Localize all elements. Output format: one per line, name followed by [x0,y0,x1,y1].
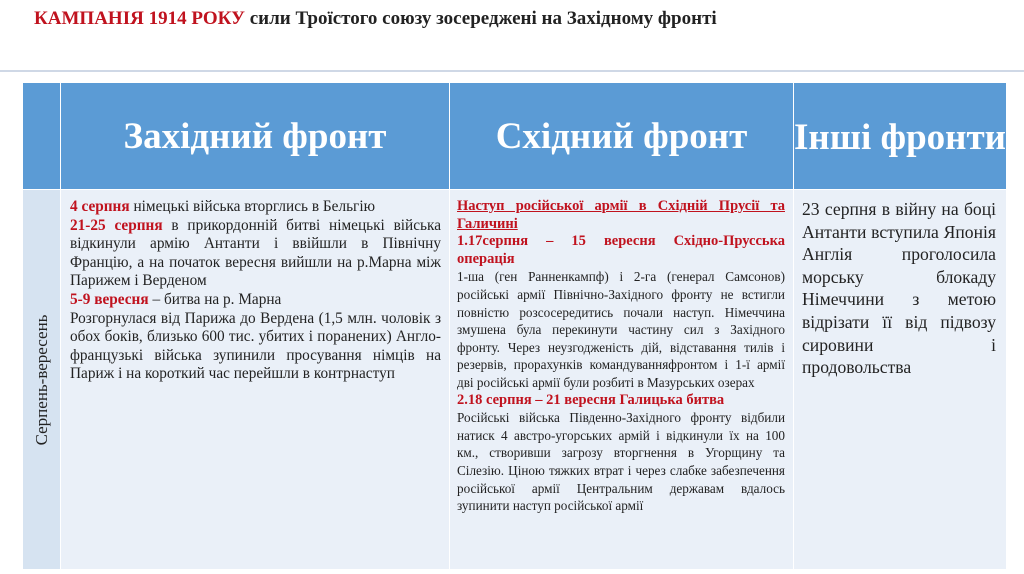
western-event [70,198,441,217]
table-row [23,190,1007,570]
title-rest: сили Троїстого союзу зосереджені на Західному фронті [244,8,717,29]
western-event [70,217,441,291]
event-text: в прикордонній битві німецькі війська відкинули армію Антанти і ввійшли в Північну Францію, а на початок вересня вийшли на р.Марна між Парижем і Верденом [70,216,441,290]
divider [0,70,1024,72]
operation-text: 1-ша (ген Ранненкампф) і 2-га (генерал Самсонов) російські армії Північно-Західного фронту не встигли повністю розсосередитись почали наступ. Німеччина змушена була перекинути частину сил з Західного фронту. Через неузгодженість дій, відставання тилів і резервів, прорахунків командуванняфронтом і 1-ї армії дві російські армії були розбиті в Мазурських озерах [457,269,785,390]
header-other-fronts: Інші фронти [794,83,1007,190]
other-fronts-cell [794,190,1007,570]
campaign-table [22,82,1007,570]
event-date: 21-25 серпня [70,216,163,234]
event-date: 5-9 вересня [70,290,149,308]
other-fronts-text: 23 серпня в війну на боці Антанти вступила Японія Англія проголосила морську блокаду Німеччини з метою відрізати її від підвозу сировини і продовольства [802,199,996,378]
event-text: Розгорнулася від Парижа до Вердена (1,5 млн. чоловік з обох боків, близько 600 тис. убитих і поранених) Англо-французькі війська зупинили просування німців на Париж і на короткий час перейшли в контрнаступ [70,309,441,383]
header-eastern-front: Східний фронт [450,83,794,190]
eastern-front-cell [450,190,794,570]
period-label: Серпень-вересень [31,314,51,445]
page-title [34,6,934,31]
eastern-heading: Наступ російської армії в Східній Прусії та Галичині [457,198,785,232]
operation-title: 1.17серпня – 15 вересня Східно-Прусська операція [457,233,785,267]
period-cell [23,190,61,570]
event-text: – битва на р. Марна [148,290,282,308]
header-corner-cell [23,83,61,190]
operation-text: Російські війська Південно-Західного фронту відбили натиск 4 австро-угорських армій і відкинули їх на 100 км., створивши загрозу вторгнення в Угорщину та Сілезію. Ціною тяжких втрат і через слабке забезпечення російської армії Центральним державам вдалось зупинити наступ російської армії [457,410,785,514]
western-front-cell [61,190,450,570]
western-event [70,291,441,310]
operation-title: 2.18 серпня – 21 вересня Галицька битва [457,391,725,408]
title-accent: КАМПАНІЯ 1914 РОКУ [34,8,245,29]
header-western-front: Західний фронт [61,83,450,190]
event-date: 4 серпня [70,198,130,215]
event-text: німецькі війська вторглись в Бельгію [129,198,376,215]
western-event [70,310,441,384]
table-header-row [23,83,1007,190]
